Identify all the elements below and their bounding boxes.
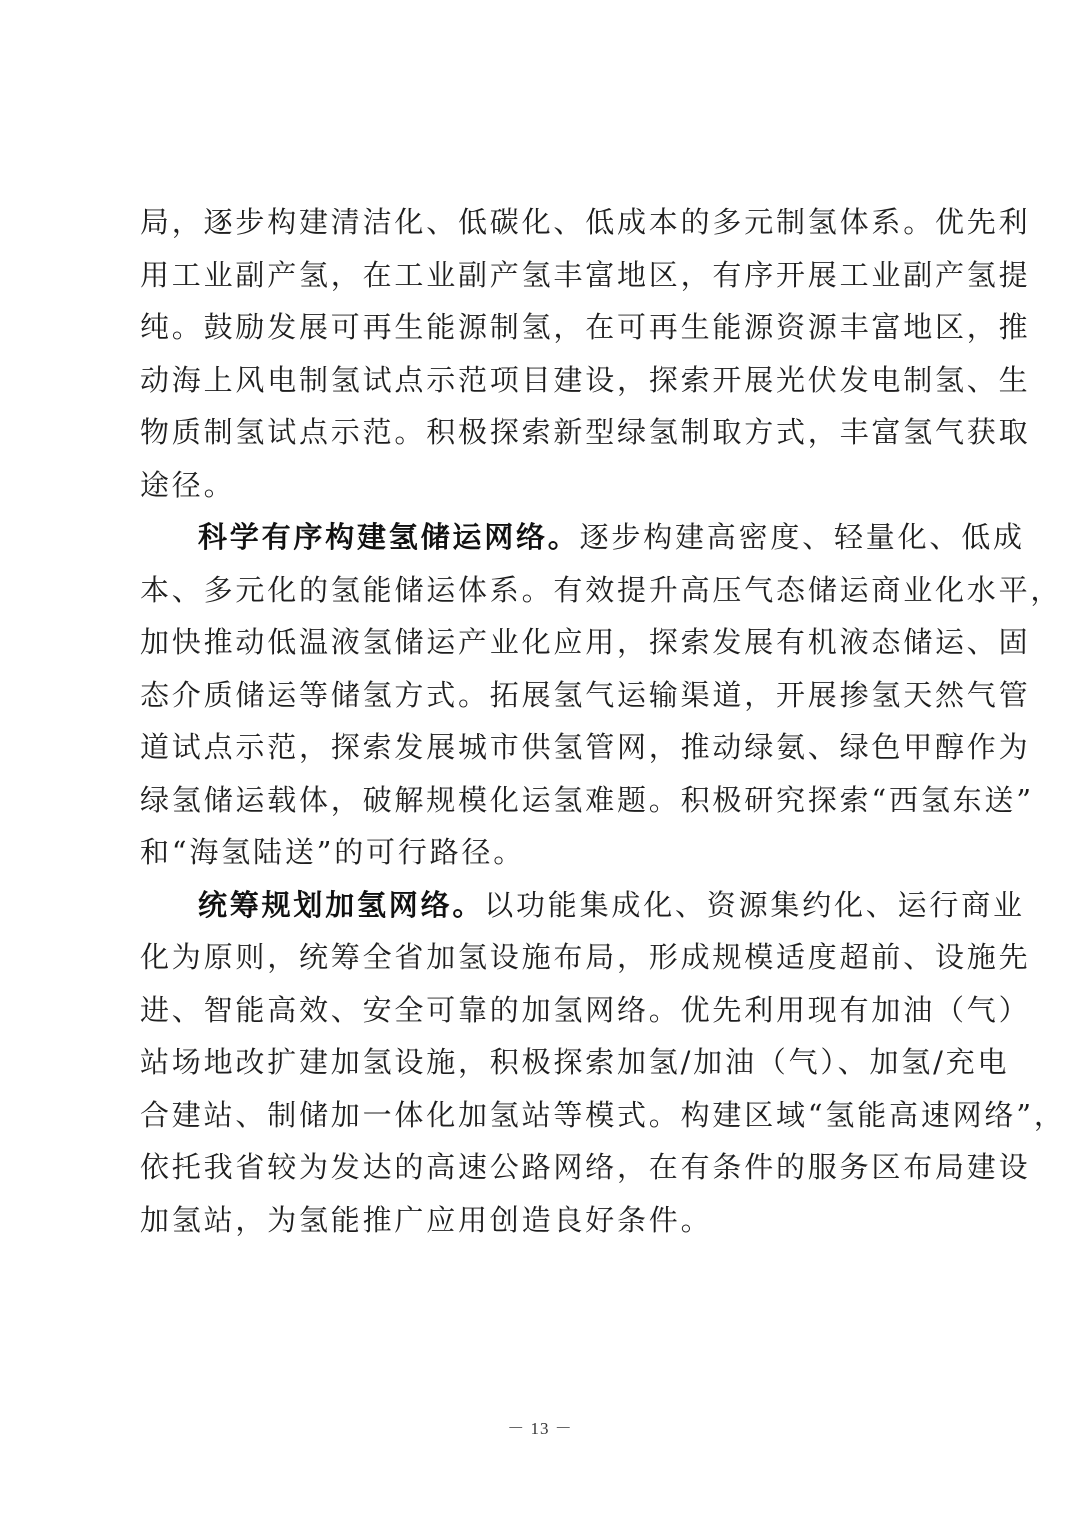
text-line: 用工业副产氢，在工业副产氢丰富地区，有序开展工业副产氢提 bbox=[140, 257, 1031, 292]
paragraph-hydrogen-production bbox=[140, 196, 1031, 511]
text-line: 态介质储运等储氢方式。拓展氢气运输渠道，开展掺氢天然气管 bbox=[140, 677, 1031, 712]
paragraph-hydrogen-storage-transport bbox=[140, 511, 1063, 879]
paragraph-refueling-network bbox=[140, 879, 1066, 1247]
text-line: 化为原则，统筹全省加氢设施布局，形成规模适度超前、设施先 bbox=[140, 940, 1031, 974]
page-number: － 13 － bbox=[507, 1419, 573, 1438]
text-line-first bbox=[140, 511, 1025, 564]
text-span: 逐步构建高密度、轻量化、低成 bbox=[579, 520, 1025, 554]
text-line: 局，逐步构建清洁化、低碳化、低成本的多元制氢体系。优先利 bbox=[140, 205, 1031, 239]
text-line: 动海上风电制氢试点示范项目建设，探索开展光伏发电制氢、生 bbox=[140, 362, 1031, 397]
paragraph-heading: 统筹规划加氢网络。 bbox=[198, 887, 485, 922]
text-line: 本、多元化的氢能储运体系。有效提升高压气态储运商业化水平， bbox=[140, 572, 1063, 607]
text-line: 加快推动低温液氢储运产业化应用，探索发展有机液态储运、固 bbox=[140, 625, 1031, 659]
text-span: 以功能集成化、资源集约化、运行商业 bbox=[484, 887, 1025, 922]
text-line: 物质制氢试点示范。积极探索新型绿氢制取方式，丰富氢气获取 bbox=[140, 415, 1031, 449]
text-line: 依托我省较为发达的高速公路网络，在有条件的服务区布局建设 bbox=[140, 1150, 1031, 1184]
text-line: 纯。鼓励发展可再生能源制氢，在可再生能源资源丰富地区，推 bbox=[140, 310, 1031, 344]
text-line: 途径。 bbox=[140, 467, 236, 502]
text-line: 合建站、制储加一体化加氢站等模式。构建区域“氢能高速网络”， bbox=[140, 1097, 1066, 1132]
text-line: 站场地改扩建加氢设施，积极探索加氢/加油（气）、加氢/充电 bbox=[140, 1045, 1010, 1079]
text-line: 进、智能高效、安全可靠的加氢网络。优先利用现有加油（气） bbox=[140, 992, 1031, 1027]
text-line: 加氢站，为氢能推广应用创造良好条件。 bbox=[140, 1202, 713, 1237]
text-line: 道试点示范，探索发展城市供氢管网，推动绿氨、绿色甲醇作为 bbox=[140, 730, 1031, 764]
paragraph-heading: 科学有序构建氢储运网络。 bbox=[198, 520, 580, 554]
text-line: 和“海氢陆送”的可行路径。 bbox=[140, 835, 526, 869]
text-line-first bbox=[140, 879, 1025, 932]
text-line: 绿氢储运载体，破解规模化运氢难题。积极研究探索“西氢东送” bbox=[140, 782, 1034, 817]
body-text bbox=[140, 196, 1066, 1246]
